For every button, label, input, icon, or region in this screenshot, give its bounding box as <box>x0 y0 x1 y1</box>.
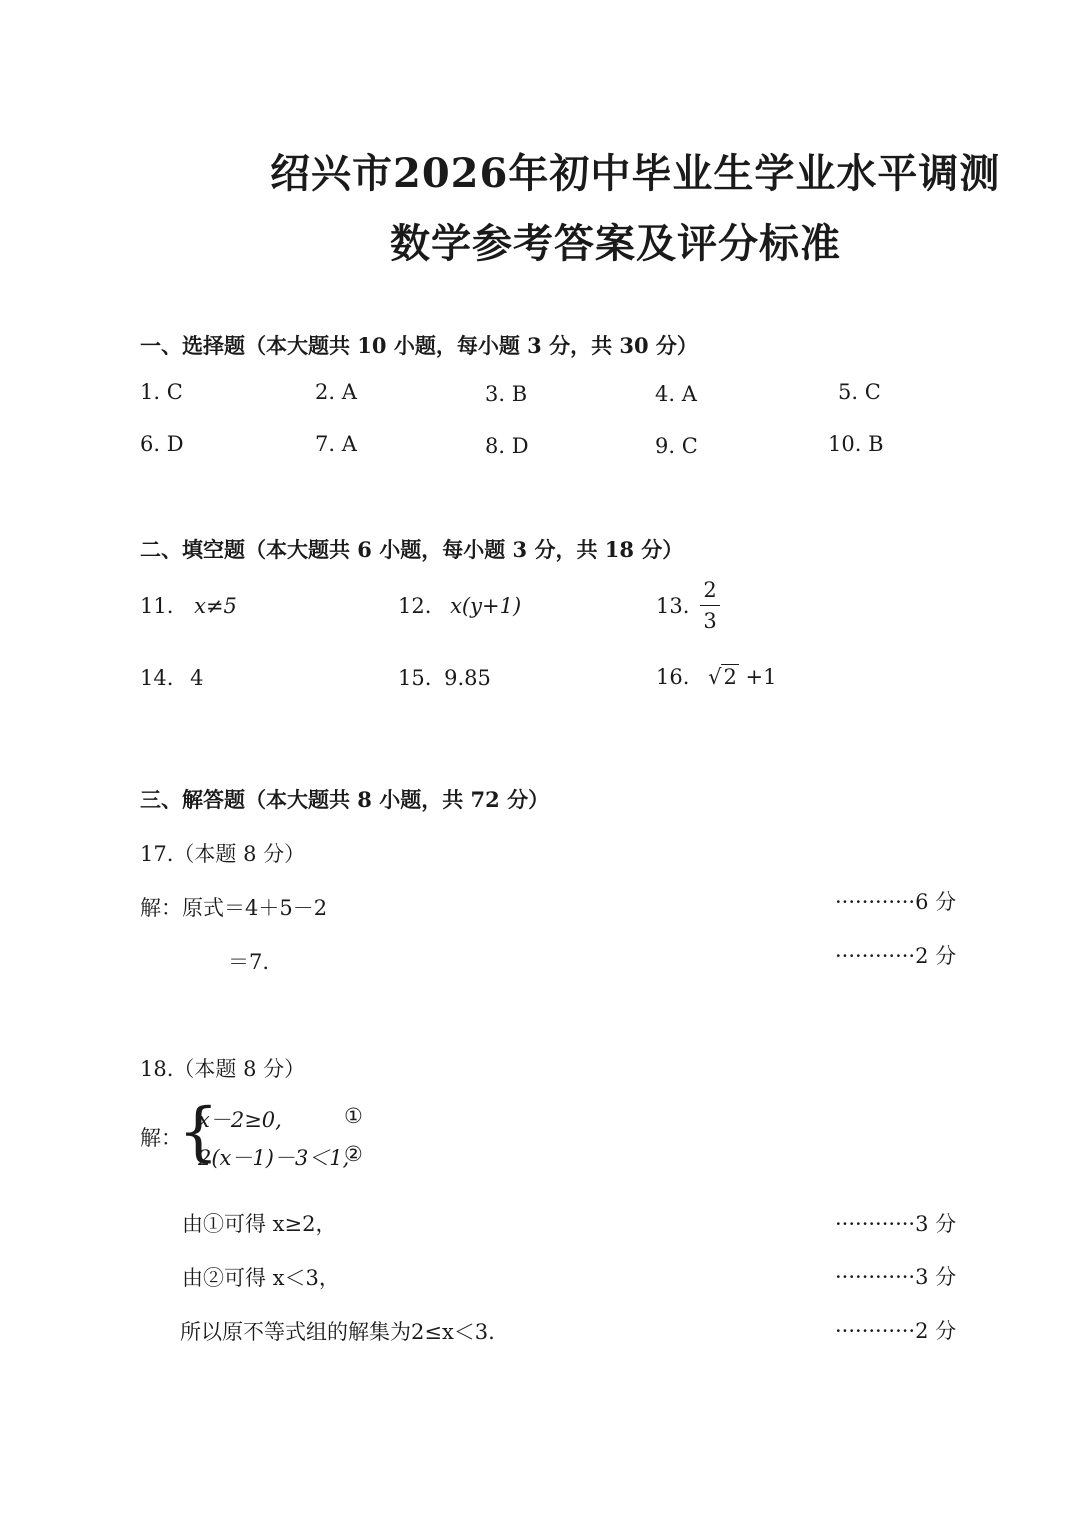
fill-item-16 <box>656 664 777 689</box>
q18-step1: 由①可得 x≥2， <box>182 1212 337 1236</box>
answer-10: 10. B <box>828 432 884 456</box>
answer-6: 6. D <box>140 432 184 456</box>
q17-score1: ············6 分 <box>835 890 957 914</box>
q18-step2: 由②可得 x＜3， <box>182 1266 340 1290</box>
answer-value: x(y+1) <box>450 594 522 618</box>
fill-item-15 <box>398 666 491 690</box>
sqrt-expression <box>708 664 739 689</box>
fraction-numerator: 2 <box>703 578 717 602</box>
fraction-denominator: 3 <box>703 609 717 633</box>
q18-score2: ············3 分 <box>835 1265 957 1289</box>
answer-1: 1. C <box>140 380 183 404</box>
answer-9: 9. C <box>655 434 698 458</box>
answer-value: 9.85 <box>444 666 491 690</box>
q17-score2: ············2 分 <box>835 944 957 968</box>
q18-eq1: x－2≥0, <box>198 1108 282 1132</box>
question-number: 16. <box>656 665 690 689</box>
q18-score1: ············3 分 <box>835 1212 957 1236</box>
answer-7: 7. A <box>315 432 357 456</box>
question-number: 11. <box>140 594 174 618</box>
sqrt-rest: +1 <box>745 665 777 689</box>
radicand: 2 <box>723 665 737 689</box>
answer-8: 8. D <box>485 434 529 458</box>
q18-eq1-mark: ① <box>344 1104 363 1128</box>
answer-value: 4 <box>190 666 204 690</box>
fraction-bar <box>700 605 720 606</box>
answer-value: x≠5 <box>194 594 237 618</box>
answer-4: 4. A <box>655 382 697 406</box>
q18-eq2-mark: ② <box>344 1142 363 1166</box>
q18-header: 18.（本题 8 分） <box>140 1057 306 1081</box>
q18-score3: ············2 分 <box>835 1319 957 1343</box>
fill-item-12 <box>398 594 521 618</box>
q18-jie: 解： <box>140 1126 182 1150</box>
fraction-answer-13 <box>700 578 720 633</box>
page-subtitle: 数学参考答案及评分标准 <box>390 220 841 267</box>
q17-line2: ＝7. <box>228 950 270 974</box>
answer-2: 2. A <box>315 380 357 404</box>
q18-step3: 所以原不等式组的解集为2≤x＜3. <box>180 1320 495 1344</box>
fill-item-11 <box>140 594 237 618</box>
section-heading-multiple-choice: 一、选择题（本大题共 10 小题，每小题 3 分，共 30 分） <box>140 333 698 358</box>
question-number: 15. <box>398 666 432 690</box>
q17-line1: 解：原式＝4＋5－2 <box>140 896 328 920</box>
page-title: 绍兴市2026年初中毕业生学业水平调测 <box>270 150 1001 197</box>
q18-eq2: 2(x－1)－3＜1, <box>198 1146 350 1170</box>
question-number: 14. <box>140 666 174 690</box>
question-number: 12. <box>398 594 432 618</box>
section-heading-fill-in: 二、填空题（本大题共 6 小题，每小题 3 分，共 18 分） <box>140 537 684 562</box>
section-heading-solutions: 三、解答题（本大题共 8 小题，共 72 分） <box>140 787 550 812</box>
system-brace-icon: { <box>178 1095 219 1169</box>
fill-item-13-number: 13. <box>656 594 690 618</box>
q17-header: 17.（本题 8 分） <box>140 842 306 866</box>
answer-5: 5. C <box>838 380 881 404</box>
fill-item-14 <box>140 666 203 690</box>
answer-3: 3. B <box>485 382 528 406</box>
sqrt-sign-icon: √ <box>708 665 722 689</box>
